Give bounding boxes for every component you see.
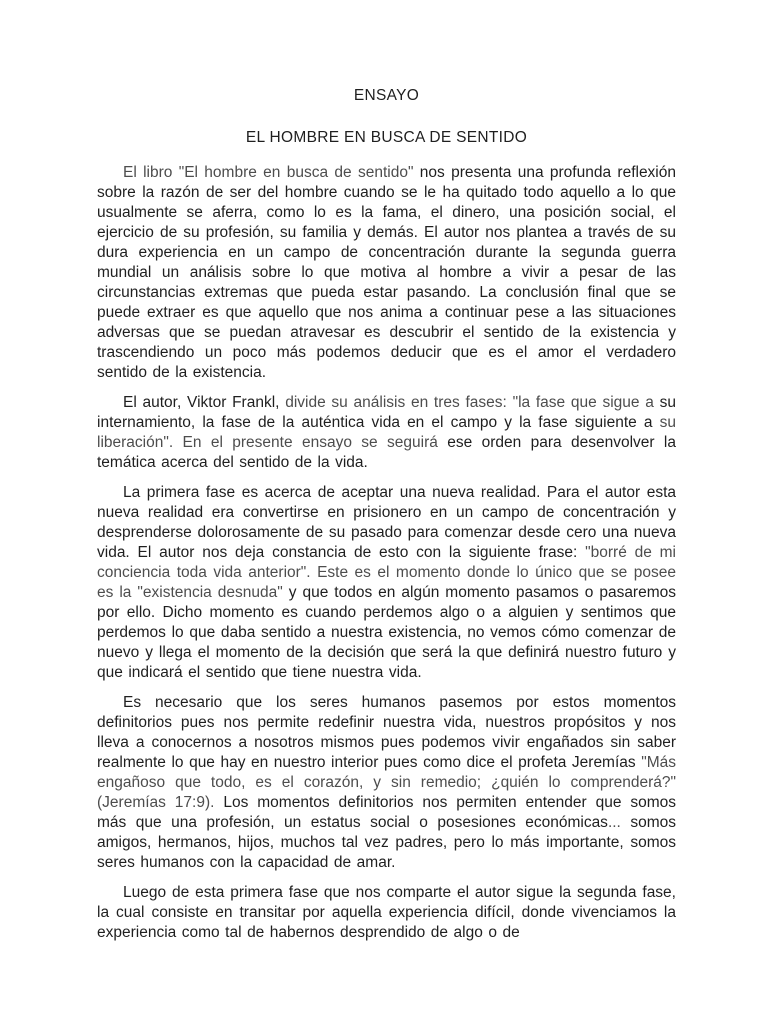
essay-paragraph — [97, 163, 676, 383]
text-run: su internamiento, la fase de la auténtica vida en el campo y la fase siguiente a — [97, 394, 676, 431]
text-run: "borré de mi conciencia toda vida anterior". Este es el momento donde lo único que se posee es la "existencia desnuda" — [97, 544, 677, 601]
text-run: ... — [607, 814, 631, 831]
text-run: El autor, Viktor Frankl, — [123, 394, 286, 411]
text-run: somos amigos, hermanos, hijos, muchos tal vez padres, pero lo más importante, somos seres humanos con la capacidad de amar. — [97, 814, 676, 871]
text-run: El libro "El hombre en busca de sentido" — [123, 164, 420, 181]
text-run: nos presenta una profunda reflexión sobre la razón de ser del hombre cuando se le ha quitado todo aquello a lo que usualmente se aferra, como lo es la fama, el dinero, una posición social, el ejercicio de su profesión, su familia y demás. El autor nos plantea a través de su dura experiencia en un campo de concentración durante la segunda guerra mundial un análisis sobre lo que motiva al hombre a vivir a pesar de las circunstancias extremas que pueda estar pasando. La conclusión final que se puede extraer es que aquello que nos anima a continuar pese a las situaciones adversas que se puedan atravesar es descubrir el sentido de la existencia y trascendiendo un poco más podemos deducir que es el amor el verdadero sentido de la existencia. — [97, 164, 676, 381]
essay-body — [97, 163, 676, 943]
essay-paragraph — [97, 883, 676, 943]
text-run: Luego de esta primera fase que nos comparte el autor sigue la segunda fase, la cual consiste en transitar por aquella experiencia difícil, donde vivenciamos la experiencia como tal de habernos desprendido de algo o de — [97, 884, 676, 941]
text-run: su liberación". En el presente ensayo se seguirá — [97, 414, 676, 451]
text-run: y que todos en algún momento pasamos o pasaremos por ello. Dicho momento es cuando perdemos algo o a alguien y sentimos que perdemos lo que daba sentido a nuestra existencia, no vemos cómo comenzar de nuevo y llega el momento de la decisión que será la que definirá nuestro futuro y que indicará el sentido que tiene nuestra vida. — [97, 584, 676, 681]
essay-title: EL HOMBRE EN BUSCA DE SENTIDO — [245, 129, 528, 146]
essay-label: ENSAYO — [353, 87, 420, 104]
essay-paragraph — [97, 483, 676, 683]
text-run: Es necesario que los seres humanos pasemos por estos momentos definitorios pues nos permite redefinir nuestra vida, nuestros propósitos y nos lleva a conocernos a nosotros mismos pues podemos vivir engañados sin saber realmente lo que hay en nuestro interior pues como dice el profeta Jeremías — [97, 694, 676, 771]
text-run: ese orden para desenvolver la temática acerca del sentido de la vida. — [97, 434, 676, 471]
text-run: "Más engañoso que todo, es el corazón, y sin remedio; ¿quién lo comprenderá?" (Jeremías 17:9). — [97, 754, 676, 811]
essay-paragraph — [97, 693, 676, 873]
text-run: Los momentos definitorios nos permiten entender que somos más que una profesión, un estatus social o posesiones económicas — [97, 794, 676, 831]
essay-paragraph — [97, 393, 676, 473]
text-run: divide su análisis en tres fases: "la fase que sigue a — [285, 394, 660, 411]
text-run: La primera fase es acerca de aceptar una nueva realidad. Para el autor esta nueva realidad era convertirse en prisionero en un campo de concentración y desprenderse dolorosamente de su pasado para comenzar desde cero una nueva vida. El autor nos deja constancia de esto con la siguiente frase: — [97, 484, 676, 561]
